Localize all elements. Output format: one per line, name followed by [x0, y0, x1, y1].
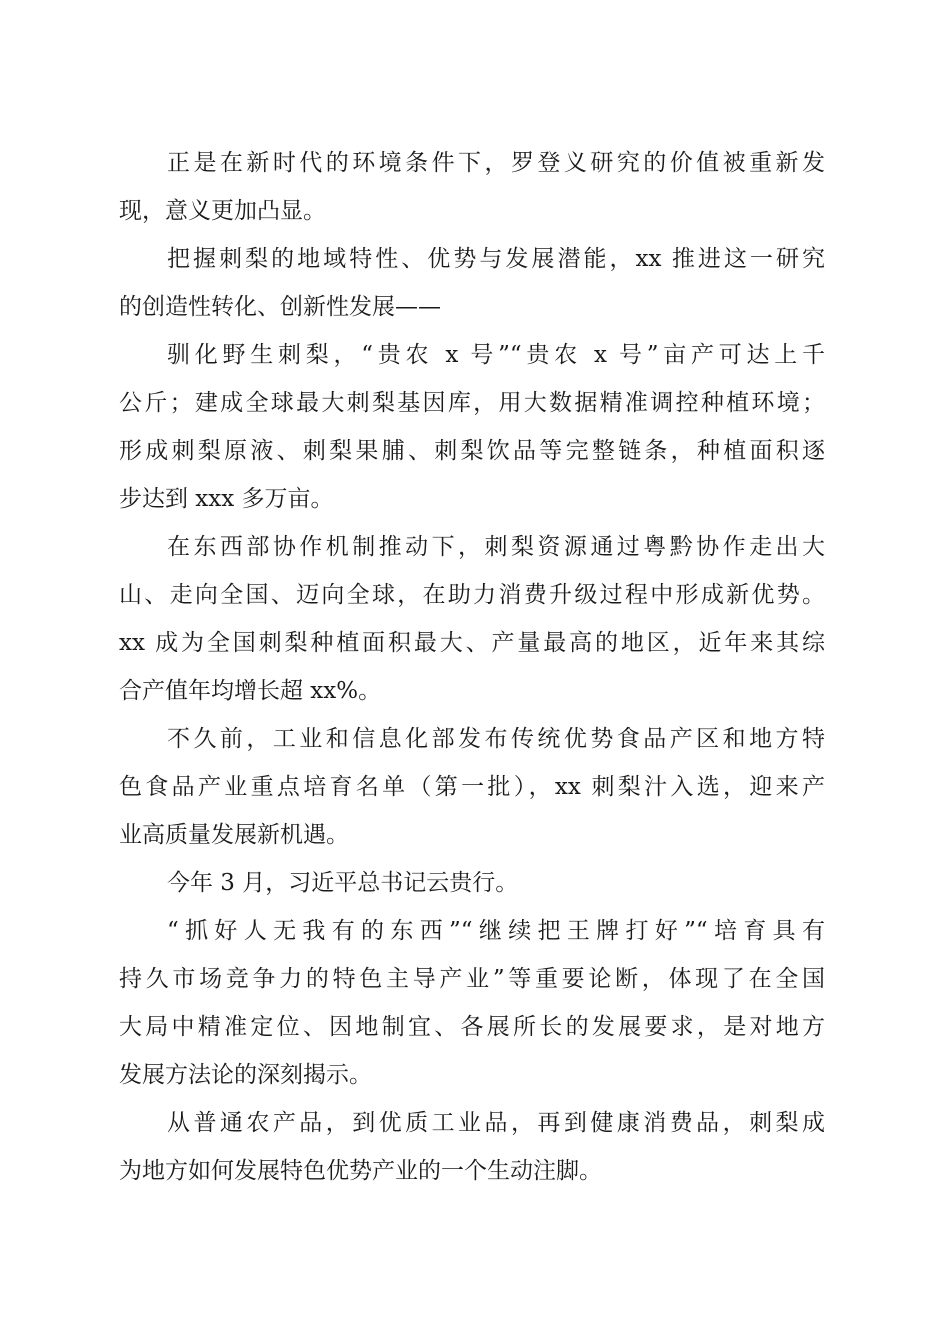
paragraph [119, 139, 825, 235]
text-line: 从普通农产品，到优质工业品，再到健康消费品，刺梨成 [167, 1110, 825, 1136]
text-line: 步达到 xxx 多万亩。 [119, 486, 334, 512]
paragraph [119, 715, 825, 859]
document-body [119, 139, 825, 1195]
text-line: 的创造性转化、创新性发展—— [119, 294, 441, 320]
text-line: 正是在新时代的环境条件下，罗登义研究的价值被重新发 [167, 150, 825, 176]
text-line: 合产值年均增长超 xx%。 [119, 678, 382, 704]
text-line: 在东西部协作机制推动下，刺梨资源通过粤黔协作走出大 [167, 534, 825, 560]
text-line: 公斤；建成全球最大刺梨基因库，用大数据精准调控种植环境； [119, 390, 825, 416]
text-line: 把握刺梨的地域特性、优势与发展潜能，xx 推进这一研究 [167, 246, 825, 272]
text-line: 形成刺梨原液、刺梨果脯、刺梨饮品等完整链条，种植面积逐 [119, 438, 825, 464]
paragraph [119, 859, 825, 907]
text-line: 业高质量发展新机遇。 [119, 822, 349, 848]
paragraph [119, 523, 825, 715]
paragraph [119, 235, 825, 331]
text-line: 为地方如何发展特色优势产业的一个生动注脚。 [119, 1158, 602, 1184]
text-line: 色食品产业重点培育名单（第一批），xx 刺梨汁入选，迎来产 [119, 774, 825, 800]
text-line: 持久市场竞争力的特色主导产业”等重要论断，体现了在全国 [119, 966, 825, 992]
text-line: “抓好人无我有的东西”“继续把王牌打好”“培育具有 [167, 918, 825, 944]
text-line: xx 成为全国刺梨种植面积最大、产量最高的地区，近年来其综 [119, 630, 825, 656]
text-line: 今年 3 月，习近平总书记云贵行。 [167, 870, 519, 896]
paragraph [119, 907, 825, 1099]
text-line: 不久前，工业和信息化部发布传统优势食品产区和地方特 [167, 726, 825, 752]
text-line: 现，意义更加凸显。 [119, 198, 326, 224]
paragraph [119, 1099, 825, 1195]
text-line: 山、走向全国、迈向全球，在助力消费升级过程中形成新优势。 [119, 582, 825, 608]
text-line: 大局中精准定位、因地制宜、各展所长的发展要求，是对地方 [119, 1014, 825, 1040]
text-line: 驯化野生刺梨，“贵农 x 号”“贵农 x 号”亩产可达上千 [167, 342, 825, 368]
paragraph [119, 331, 825, 523]
text-line: 发展方法论的深刻揭示。 [119, 1062, 372, 1088]
